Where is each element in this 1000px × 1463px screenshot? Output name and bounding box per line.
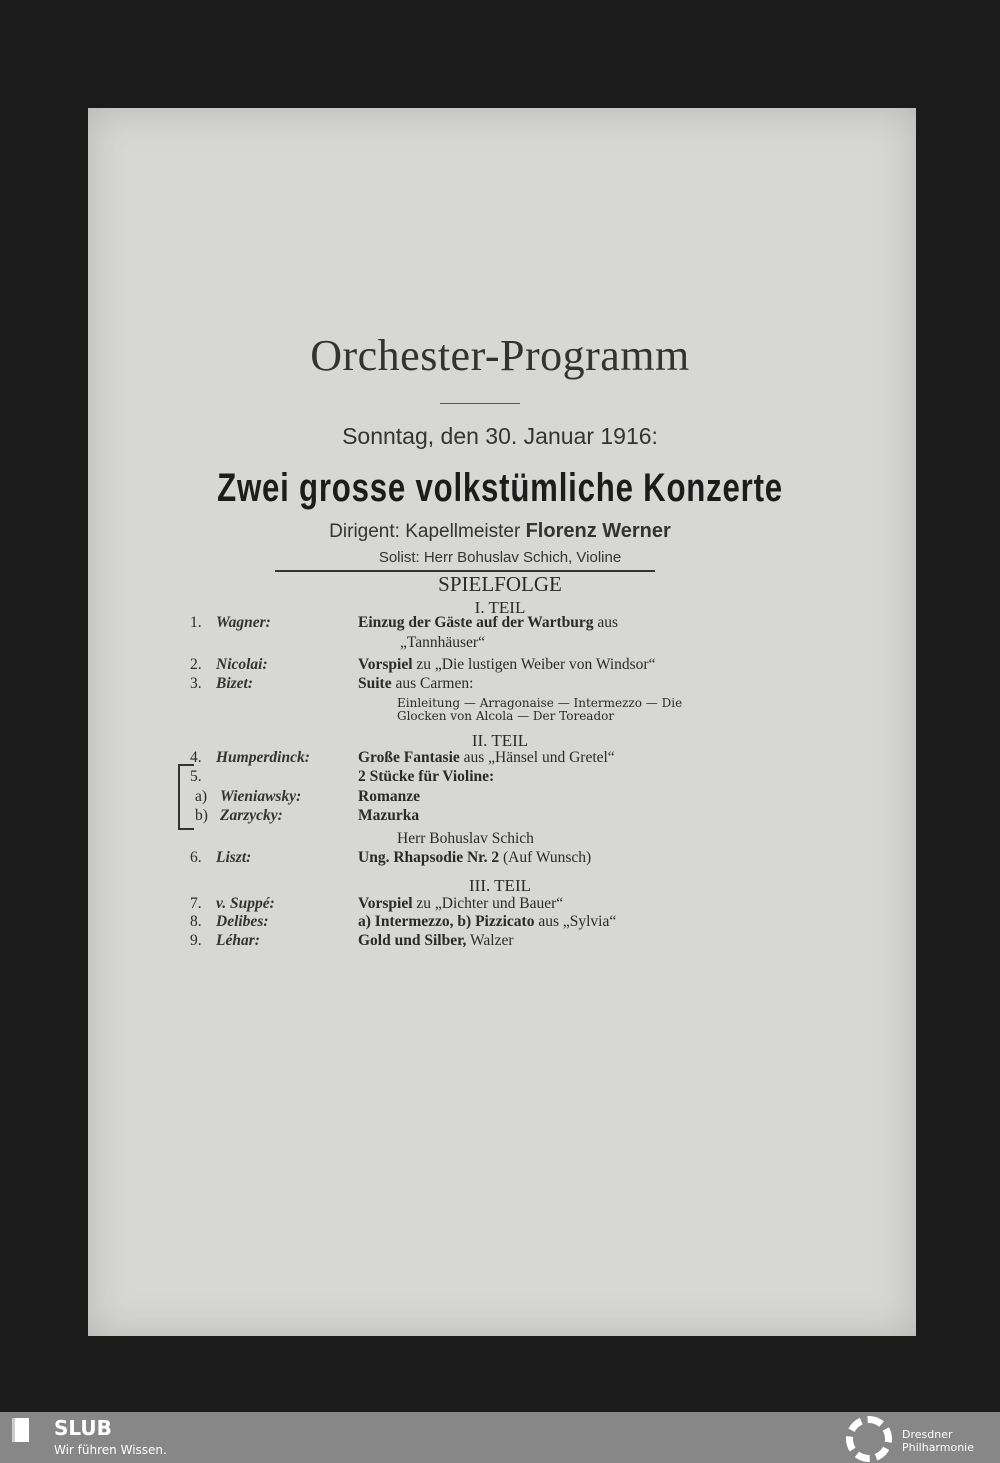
work: Suite aus Carmen: <box>358 675 474 692</box>
divider <box>440 403 520 404</box>
work: Vorspiel zu „Die lustigen Weiber von Windsor“ <box>358 656 656 673</box>
item-number: 9. <box>190 932 202 949</box>
program-item <box>0 932 1000 952</box>
work-line2: „Tannhäuser“ <box>400 634 485 651</box>
composer: Liszt: <box>216 849 252 866</box>
part-heading: I. TEIL <box>474 598 526 617</box>
item-number: 6. <box>190 849 202 866</box>
philharmonie-sun-icon <box>846 1416 892 1462</box>
item-number: 8. <box>190 913 202 930</box>
program-item <box>0 849 1000 869</box>
work: 2 Stücke für Violine: <box>358 768 495 785</box>
item-number: a) <box>195 788 208 805</box>
item-number: b) <box>195 807 208 824</box>
work: Ung. Rhapsodie Nr. 2 (Auf Wunsch) <box>358 849 592 866</box>
performer-line: Herr Bohuslav Schich <box>397 830 534 847</box>
part-heading: III. TEIL <box>469 876 531 895</box>
program-item <box>0 675 1000 695</box>
part-heading: II. TEIL <box>471 731 529 750</box>
composer: Wieniawsky: <box>220 788 302 805</box>
composer: Humperdinck: <box>216 749 310 766</box>
program-item <box>0 788 1000 808</box>
item-number: 7. <box>190 895 202 912</box>
composer: Wagner: <box>216 614 271 631</box>
program-item <box>0 749 1000 769</box>
composer: Zarzycky: <box>220 807 283 824</box>
program-item-cont <box>0 634 1000 654</box>
program-item <box>0 913 1000 933</box>
soloist-line: Solist: Herr Bohuslav Schich, Violine <box>378 549 622 566</box>
item-number: 4. <box>190 749 202 766</box>
concert-date: Sonntag, den 30. Januar 1916: <box>342 423 658 449</box>
work: Romanze <box>358 788 420 805</box>
headline: Zwei grosse volkstümliche Konzerte <box>217 466 783 510</box>
conductor-line <box>0 520 1000 543</box>
conductor-name: Florenz Werner <box>525 520 671 542</box>
philharmonie-logo[interactable]: Dresdner Philharmonie <box>902 1428 974 1454</box>
item-number: 1. <box>190 614 202 631</box>
footer-bar <box>0 1412 1000 1463</box>
document-title: Orchester-Programm <box>310 331 690 380</box>
composer: Léhar: <box>216 932 260 949</box>
work: a) Intermezzo, b) Pizzicato aus „Sylvia“ <box>358 913 617 930</box>
composer: Delibes: <box>216 913 269 930</box>
item-number: 3. <box>190 675 202 692</box>
conductor-label: Dirigent: Kapellmeister <box>329 521 521 542</box>
item-number: 5. <box>190 768 202 785</box>
program-item <box>0 614 1000 634</box>
slub-tagline: Wir führen Wissen. <box>54 1443 167 1457</box>
slub-logo[interactable]: SLUB <box>54 1416 112 1440</box>
composer: v. Suppé: <box>216 895 275 912</box>
work: Vorspiel zu „Dichter und Bauer“ <box>358 895 564 912</box>
composer: Bizet: <box>216 675 254 692</box>
movement-list: Einleitung — Arragonaise — Intermezzo — Die Glocken von Alcola — Der Toreador <box>397 696 683 723</box>
program-item <box>0 768 1000 788</box>
program-item <box>0 656 1000 676</box>
program-heading: SPIELFOLGE <box>438 572 562 596</box>
program-item <box>0 895 1000 915</box>
work: Einzug der Gäste auf der Wartburg aus <box>358 614 619 631</box>
program-item <box>0 807 1000 827</box>
slub-book-icon <box>12 1418 29 1442</box>
work: Große Fantasie aus „Hänsel und Gretel“ <box>358 749 615 766</box>
composer: Nicolai: <box>216 656 268 673</box>
work: Gold und Silber, Walzer <box>358 932 514 949</box>
work: Mazurka <box>358 807 420 824</box>
item-number: 2. <box>190 656 202 673</box>
